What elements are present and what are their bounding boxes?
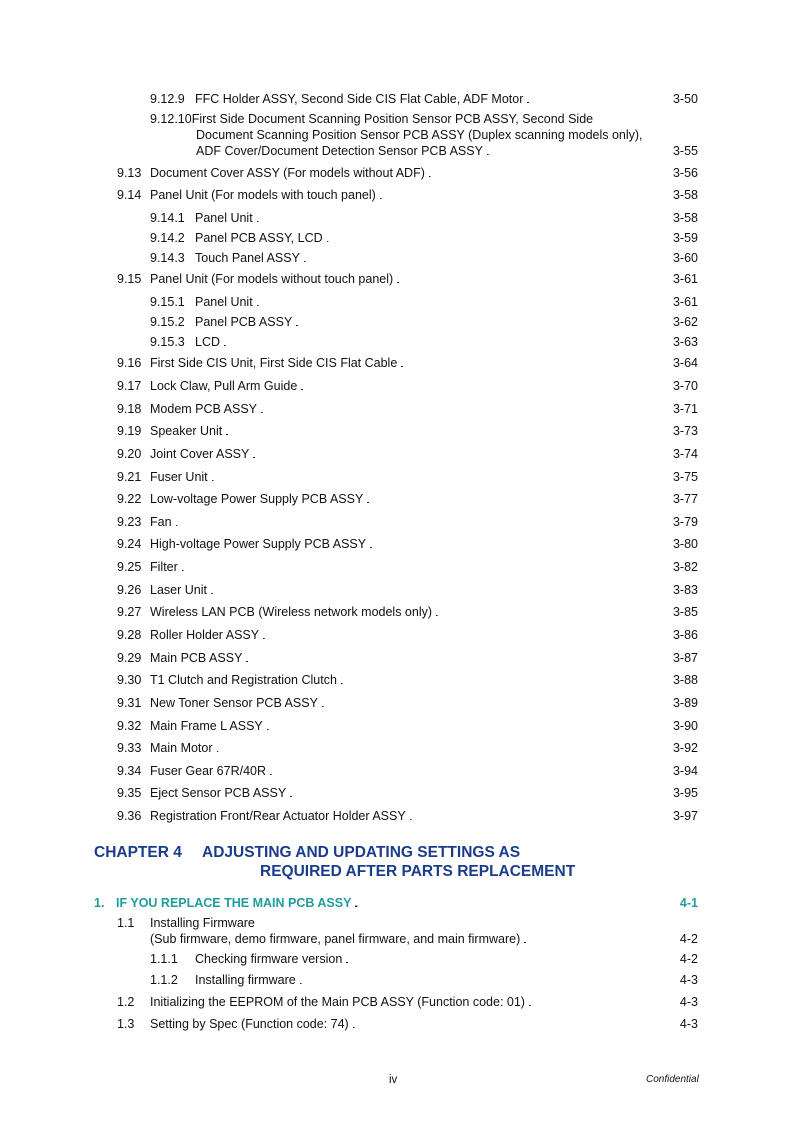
toc-page: 3-82: [672, 560, 698, 574]
toc-entry-9-25[interactable]: [117, 559, 698, 576]
toc-page: 3-63: [672, 335, 698, 349]
toc-page: 3-56: [672, 166, 698, 180]
toc-title: Touch Panel ASSY: [195, 251, 300, 265]
toc-page: 3-71: [672, 402, 698, 416]
toc-number: 9.36: [117, 809, 142, 823]
toc-page: 4-2: [679, 952, 698, 966]
toc-entry-1-1-1[interactable]: [150, 951, 698, 968]
dot-leader: [341, 672, 669, 689]
toc-entry-9-13[interactable]: [117, 165, 698, 182]
toc-entry-1-1-2[interactable]: [150, 972, 698, 989]
toc-title: LCD: [195, 335, 221, 349]
toc-number: 9.19: [117, 424, 142, 438]
dot-leader: [429, 165, 669, 182]
toc-entry-9-22[interactable]: [117, 491, 698, 508]
dot-leader: [487, 143, 669, 160]
toc-number: 9.26: [117, 583, 142, 597]
dot-leader: [290, 785, 669, 802]
toc-entry-9-19[interactable]: [117, 423, 698, 440]
toc-title: Installing firmware: [195, 973, 296, 987]
toc-number: 9.17: [117, 379, 142, 393]
toc-title-continued: Document Scanning Position Sensor PCB ASSY (Duplex scanning models only),: [196, 128, 643, 142]
dot-leader: [370, 536, 669, 553]
toc-title: Modem PCB ASSY: [150, 402, 257, 416]
dot-leader: [257, 294, 669, 311]
toc-number: 9.31: [117, 696, 142, 710]
toc-page: 3-94: [672, 764, 698, 778]
toc-title: Joint Cover ASSY: [150, 447, 250, 461]
toc-number: 9.14: [117, 188, 142, 202]
chapter-title-line-2: REQUIRED AFTER PARTS REPLACEMENT: [260, 863, 576, 880]
toc-title-continued: ADF Cover/Document Detection Sensor PCB ASSY: [196, 144, 483, 158]
dot-leader: [246, 650, 669, 667]
toc-page: 3-61: [672, 295, 698, 309]
toc-title: First Side CIS Unit, First Side CIS Flat Cable: [150, 356, 398, 370]
toc-page: 3-89: [672, 696, 698, 710]
chapter-label: CHAPTER 4: [94, 844, 182, 861]
dot-leader: [327, 230, 669, 247]
toc-number: 9.25: [117, 560, 142, 574]
dot-leader: [353, 1016, 676, 1033]
dot-leader: [176, 514, 669, 531]
toc-entry-9-28[interactable]: [117, 627, 698, 644]
dot-leader: [267, 718, 669, 735]
toc-entry-9-30[interactable]: [117, 672, 698, 689]
toc-title: Speaker Unit: [150, 424, 223, 438]
toc-entry-9-12-9[interactable]: [150, 91, 698, 108]
toc-page: 3-92: [672, 741, 698, 755]
toc-title: Panel Unit (For models without touch panel): [150, 272, 394, 286]
toc-entry-9-23[interactable]: [117, 514, 698, 531]
toc-title: Laser Unit: [150, 583, 207, 597]
toc-number: 1.: [94, 896, 105, 910]
toc-entry-9-34[interactable]: [117, 763, 698, 780]
toc-title: Fuser Gear 67R/40R: [150, 764, 267, 778]
toc-title: Document Cover ASSY (For models without ADF): [150, 166, 425, 180]
toc-title: Main Motor: [150, 741, 213, 755]
toc-entry-9-15-1[interactable]: [150, 294, 698, 311]
toc-number: 9.30: [117, 673, 142, 687]
toc-page: 3-83: [672, 583, 698, 597]
toc-entry-1-3[interactable]: [117, 1016, 698, 1033]
toc-title: First Side Document Scanning Position Sensor PCB ASSY, Second Side: [191, 112, 594, 126]
toc-title-continued: (Sub firmware, demo firmware, panel firmware, and main firmware): [150, 932, 521, 946]
toc-page: 4-1: [679, 896, 698, 910]
toc-entry-9-14-2[interactable]: [150, 230, 698, 247]
toc-title: Lock Claw, Pull Arm Guide: [150, 379, 298, 393]
toc-page: 3-85: [672, 605, 698, 619]
toc-title: Panel Unit: [195, 295, 253, 309]
toc-entry-9-15-2[interactable]: [150, 314, 698, 331]
toc-page: 3-86: [672, 628, 698, 642]
dot-leader: [253, 446, 669, 463]
dot-leader: [322, 695, 669, 712]
toc-number: 9.28: [117, 628, 142, 642]
toc-number: 9.14.2: [150, 231, 185, 245]
toc-page: 3-62: [672, 315, 698, 329]
toc-page: 3-58: [672, 211, 698, 225]
toc-title: Main PCB ASSY: [150, 651, 243, 665]
toc-entry-9-18[interactable]: [117, 401, 698, 418]
dot-leader: [211, 582, 669, 599]
toc-number: 9.15: [117, 272, 142, 286]
dot-leader: [257, 210, 669, 227]
toc-page: 4-3: [679, 1017, 698, 1031]
toc-number: 1.1.1: [150, 952, 178, 966]
toc-entry-9-32[interactable]: [117, 718, 698, 735]
toc-title: Installing Firmware: [150, 916, 255, 930]
dot-leader: [410, 808, 669, 825]
dot-leader: [226, 423, 669, 440]
dot-leader: [524, 931, 676, 948]
toc-number: 9.33: [117, 741, 142, 755]
toc-number: 1.1: [117, 916, 135, 930]
toc-page: 3-60: [672, 251, 698, 265]
toc-entry-9-36[interactable]: [117, 808, 698, 825]
footer-page-number: iv: [389, 1074, 398, 1086]
toc-entry-9-15[interactable]: [117, 271, 698, 288]
toc-page: 3-75: [672, 470, 698, 484]
dot-leader: [397, 271, 669, 288]
toc-title: Fuser Unit: [150, 470, 208, 484]
toc-number: 9.20: [117, 447, 142, 461]
toc-entry-9-29[interactable]: [117, 650, 698, 667]
toc-entry-9-14-1[interactable]: [150, 210, 698, 227]
toc-number: 9.15.3: [150, 335, 185, 349]
toc-number: 1.1.2: [150, 973, 178, 987]
dot-leader: [529, 994, 676, 1011]
toc-number: 9.15.1: [150, 295, 185, 309]
dot-leader: [224, 334, 669, 351]
toc-number: 9.18: [117, 402, 142, 416]
toc-number: 9.12.9: [150, 92, 185, 106]
toc-entry-1-2[interactable]: [117, 994, 698, 1011]
dot-leader: [182, 559, 669, 576]
toc-page: 3-59: [672, 231, 698, 245]
dot-leader: [263, 627, 669, 644]
toc-title: Wireless LAN PCB (Wireless network models only): [150, 605, 433, 619]
toc-title: FFC Holder ASSY, Second Side CIS Flat Cable, ADF Motor: [195, 92, 524, 106]
toc-page: 3-70: [672, 379, 698, 393]
toc-entry-9-16[interactable]: [117, 355, 698, 372]
toc-title: Panel Unit (For models with touch panel): [150, 188, 376, 202]
toc-number: 9.24: [117, 537, 142, 551]
toc-title: Panel PCB ASSY, LCD: [195, 231, 323, 245]
toc-title: T1 Clutch and Registration Clutch: [150, 673, 337, 687]
toc-page: 4-3: [679, 995, 698, 1009]
toc-entry-9-21[interactable]: [117, 469, 698, 486]
toc-number: 9.21: [117, 470, 142, 484]
toc-page: 3-77: [672, 492, 698, 506]
dot-leader: [300, 972, 676, 989]
toc-page: 3-95: [672, 786, 698, 800]
dot-leader: [436, 604, 669, 621]
dot-leader: [261, 401, 669, 418]
toc-number: 9.15.2: [150, 315, 185, 329]
toc-entry-9-26[interactable]: [117, 582, 698, 599]
toc-number: 9.12.10: [150, 112, 192, 126]
toc-number: 9.34: [117, 764, 142, 778]
toc-title: Setting by Spec (Function code: 74): [150, 1017, 349, 1031]
toc-number: 9.14.1: [150, 211, 185, 225]
dot-leader: [296, 314, 669, 331]
chapter-title-line-1: ADJUSTING AND UPDATING SETTINGS AS: [202, 844, 521, 861]
toc-page: 3-80: [672, 537, 698, 551]
toc-number: 1.3: [117, 1017, 135, 1031]
toc-number: 9.22: [117, 492, 142, 506]
toc-entry-9-35[interactable]: [117, 785, 698, 802]
toc-title: Panel PCB ASSY: [195, 315, 293, 329]
toc-title: IF YOU REPLACE THE MAIN PCB ASSY: [116, 896, 352, 910]
toc-title: High-voltage Power Supply PCB ASSY: [150, 537, 367, 551]
toc-page: 3-90: [672, 719, 698, 733]
toc-number: 9.29: [117, 651, 142, 665]
dot-leader: [304, 250, 669, 267]
toc-entry-9-14-3[interactable]: [150, 250, 698, 267]
toc-entry-9-17[interactable]: [117, 378, 698, 395]
dot-leader: [270, 763, 669, 780]
toc-entry-9-24[interactable]: [117, 536, 698, 553]
toc-title: Main Frame L ASSY: [150, 719, 263, 733]
toc-entry-9-14[interactable]: [117, 187, 698, 204]
toc-title: Low-voltage Power Supply PCB ASSY: [150, 492, 364, 506]
toc-title: Eject Sensor PCB ASSY: [150, 786, 287, 800]
toc-number: 9.32: [117, 719, 142, 733]
toc-page: 4-3: [679, 973, 698, 987]
dot-leader: [380, 187, 669, 204]
dot-leader: [355, 895, 675, 912]
toc-entry-9-15-3[interactable]: [150, 334, 698, 351]
toc-title: Registration Front/Rear Actuator Holder ASSY: [150, 809, 406, 823]
toc-title: Panel Unit: [195, 211, 253, 225]
toc-title: New Toner Sensor PCB ASSY: [150, 696, 318, 710]
toc-page: 4-2: [679, 932, 698, 946]
toc-title: Checking firmware version: [195, 952, 343, 966]
toc-title: Fan: [150, 515, 172, 529]
dot-leader: [527, 91, 669, 108]
toc-page: 3-50: [672, 92, 698, 106]
dot-leader: [367, 491, 669, 508]
dot-leader: [212, 469, 669, 486]
dot-leader: [301, 378, 669, 395]
toc-entry-9-31[interactable]: [117, 695, 698, 712]
toc-number: 1.2: [117, 995, 135, 1009]
toc-page: 3-58: [672, 188, 698, 202]
dot-leader: [346, 951, 676, 968]
toc-entry-9-20[interactable]: [117, 446, 698, 463]
dot-leader: [217, 740, 669, 757]
toc-page: 3-74: [672, 447, 698, 461]
toc-number: 9.35: [117, 786, 142, 800]
toc-title: Filter: [150, 560, 178, 574]
toc-page: 3-64: [672, 356, 698, 370]
toc-entry-1[interactable]: [94, 895, 698, 912]
toc-number: 9.27: [117, 605, 142, 619]
toc-page: 3-79: [672, 515, 698, 529]
toc-page: 3-73: [672, 424, 698, 438]
toc-page: 3-87: [672, 651, 698, 665]
toc-title: Roller Holder ASSY: [150, 628, 260, 642]
toc-entry-9-27[interactable]: [117, 604, 698, 621]
toc-page: 3-61: [672, 272, 698, 286]
toc-number: 9.13: [117, 166, 142, 180]
footer-confidential: Confidential: [646, 1074, 699, 1085]
toc-number: 9.16: [117, 356, 142, 370]
toc-page: 3-88: [672, 673, 698, 687]
toc-page: 3-55: [672, 144, 698, 158]
toc-entry-9-33[interactable]: [117, 740, 698, 757]
toc-number: 9.23: [117, 515, 142, 529]
toc-page: 3-97: [672, 809, 698, 823]
dot-leader: [401, 355, 669, 372]
toc-number: 9.14.3: [150, 251, 185, 265]
toc-title: Initializing the EEPROM of the Main PCB ASSY (Function code: 01): [150, 995, 525, 1009]
